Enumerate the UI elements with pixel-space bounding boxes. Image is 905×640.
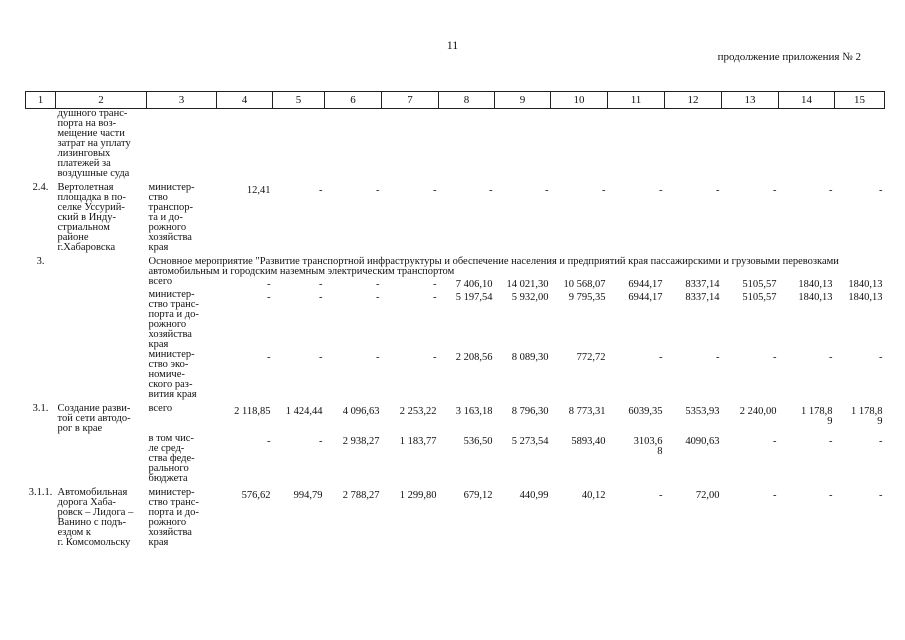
value-cell: 4090,63 xyxy=(685,436,720,447)
value-cell: 1 183,77 xyxy=(399,436,437,447)
value-cell: 8 773,31 xyxy=(568,406,606,417)
value-cell: 8 089,30 xyxy=(511,352,549,363)
value-cell: 3 163,18 xyxy=(455,406,493,417)
column-header: 6 xyxy=(325,92,382,109)
row-number xyxy=(26,434,56,484)
value-cell xyxy=(779,109,835,180)
row-number xyxy=(26,350,56,400)
value-cell xyxy=(439,109,495,180)
value-cell: - xyxy=(879,436,883,447)
value-cell: 6944,17 xyxy=(628,279,663,290)
value-cell: 772,72 xyxy=(576,352,606,363)
value-cell: - xyxy=(489,185,493,196)
row-name: Создание разви- той сети автодо- рог в крае xyxy=(57,403,131,434)
value-cell: - xyxy=(433,279,437,290)
value-cell: 679,12 xyxy=(463,490,493,501)
value-cell: - xyxy=(376,352,380,363)
value-cell: - xyxy=(879,490,883,501)
table-row xyxy=(26,488,885,548)
value-cell: 440,99 xyxy=(519,490,549,501)
table-row xyxy=(26,350,885,400)
table-row xyxy=(26,404,885,434)
value-cell: - xyxy=(773,490,777,501)
value-cell: - xyxy=(879,352,883,363)
column-header: 14 xyxy=(779,92,835,109)
column-header: 4 xyxy=(217,92,273,109)
value-cell: - xyxy=(319,436,323,447)
row-name: Автомобильная дорога Хаба- ровск – Лидога – Ванино с подъ- ездом к г. Комсомольску xyxy=(57,487,134,548)
column-header: 11 xyxy=(608,92,665,109)
row-executor xyxy=(147,109,217,180)
row-executor: министер- ство транс- порта и до- рожного хозяйства края xyxy=(148,289,199,350)
row-name xyxy=(56,277,147,290)
row-number: 3.1.1. xyxy=(28,487,53,498)
row-name xyxy=(56,290,147,350)
value-cell: - xyxy=(659,490,663,501)
value-cell: 1 424,44 xyxy=(285,406,323,417)
row-number: 3. xyxy=(36,256,45,267)
value-cell: - xyxy=(267,352,271,363)
value-cell: - xyxy=(659,352,663,363)
value-cell: 4 096,63 xyxy=(342,406,380,417)
value-cell xyxy=(835,109,885,180)
value-cell: 2 938,27 xyxy=(342,436,380,447)
value-cell xyxy=(551,109,608,180)
value-cell: 1840,13 xyxy=(798,292,833,303)
value-cell: 1840,13 xyxy=(848,292,883,303)
value-cell: - xyxy=(829,185,833,196)
row-name xyxy=(56,257,147,277)
continuation-note: продолжение приложения № 2 xyxy=(717,51,861,63)
value-cell: 9 795,35 xyxy=(568,292,606,303)
value-cell: 1840,13 xyxy=(848,279,883,290)
value-cell xyxy=(382,109,439,180)
table-row xyxy=(26,257,885,277)
value-cell: - xyxy=(773,352,777,363)
value-cell: - xyxy=(376,185,380,196)
value-cell: 5353,93 xyxy=(685,406,720,417)
value-cell: 6944,17 xyxy=(628,292,663,303)
value-cell: 10 568,07 xyxy=(563,279,606,290)
value-cell: 2 208,56 xyxy=(455,352,493,363)
value-cell: 1 178,8 9 xyxy=(801,406,833,427)
row-name xyxy=(56,350,147,400)
value-cell: - xyxy=(319,185,323,196)
column-header: 7 xyxy=(382,92,439,109)
value-cell: - xyxy=(829,490,833,501)
row-name: душного транс- порта на воз- мещение части затрат на уплату лизинговых платежей за воздушные суда xyxy=(57,108,131,179)
value-cell xyxy=(325,109,382,180)
value-cell xyxy=(273,109,325,180)
value-cell: - xyxy=(829,352,833,363)
column-header: 3 xyxy=(147,92,217,109)
header-row xyxy=(26,92,885,109)
column-header: 15 xyxy=(835,92,885,109)
value-cell: 40,12 xyxy=(581,490,606,501)
value-cell: - xyxy=(716,185,720,196)
row-executor: министер- ство транс- порта и до- рожного хозяйства края xyxy=(148,487,199,548)
value-cell: 2 240,00 xyxy=(739,406,777,417)
column-header: 8 xyxy=(439,92,495,109)
column-header: 12 xyxy=(665,92,722,109)
value-cell: - xyxy=(433,352,437,363)
column-header: 9 xyxy=(495,92,551,109)
table-row xyxy=(26,109,885,180)
value-cell: - xyxy=(659,185,663,196)
value-cell: 1840,13 xyxy=(798,279,833,290)
value-cell: 5 273,54 xyxy=(511,436,549,447)
value-cell: - xyxy=(602,185,606,196)
value-cell: - xyxy=(267,292,271,303)
value-cell: 5893,40 xyxy=(571,436,606,447)
program-title: Основное мероприятие "Развитие транспортной инфраструктуры и обеспечение населения и предприятий края пассажирскими и грузовыми перевозками автомобильным и городским наземным электрическим транспортом xyxy=(148,256,839,277)
value-cell: 14 021,30 xyxy=(506,279,549,290)
row-number: 2.4. xyxy=(32,182,49,193)
value-cell: 536,50 xyxy=(463,436,493,447)
value-cell xyxy=(665,109,722,180)
budget-table xyxy=(25,91,885,548)
value-cell: 5 932,00 xyxy=(511,292,549,303)
value-cell: - xyxy=(829,436,833,447)
value-cell: - xyxy=(319,352,323,363)
value-cell: - xyxy=(267,279,271,290)
value-cell: - xyxy=(376,279,380,290)
value-cell: 3103,6 8 xyxy=(633,436,663,457)
value-cell xyxy=(608,109,665,180)
value-cell: 12,41 xyxy=(246,185,271,196)
value-cell: - xyxy=(716,352,720,363)
value-cell: 5105,57 xyxy=(742,292,777,303)
column-header: 5 xyxy=(273,92,325,109)
value-cell: 1 178,8 9 xyxy=(851,406,883,427)
column-header: 2 xyxy=(56,92,147,109)
value-cell xyxy=(217,109,273,180)
value-cell: - xyxy=(773,436,777,447)
page-number: 11 xyxy=(446,38,459,52)
value-cell: - xyxy=(433,185,437,196)
value-cell: 72,00 xyxy=(695,490,720,501)
column-header: 1 xyxy=(26,92,56,109)
value-cell: - xyxy=(376,292,380,303)
value-cell: - xyxy=(319,279,323,290)
value-cell: 7 406,10 xyxy=(455,279,493,290)
value-cell: - xyxy=(267,436,271,447)
value-cell: 5105,57 xyxy=(742,279,777,290)
row-number xyxy=(26,290,56,350)
value-cell: 2 253,22 xyxy=(399,406,437,417)
value-cell: 1 299,80 xyxy=(399,490,437,501)
row-executor: всего xyxy=(148,403,173,414)
row-number xyxy=(26,109,56,180)
value-cell: - xyxy=(773,185,777,196)
row-executor: министер- ство эко- номиче- ского раз- вития края xyxy=(148,349,197,400)
value-cell: 2 118,85 xyxy=(234,406,271,417)
column-header: 10 xyxy=(551,92,608,109)
value-cell: 2 788,27 xyxy=(342,490,380,501)
value-cell: 8 796,30 xyxy=(511,406,549,417)
value-cell: - xyxy=(319,292,323,303)
value-cell xyxy=(722,109,779,180)
table-row xyxy=(26,183,885,253)
row-executor: министер- ство транспор- та и до- рожного хозяйства края xyxy=(148,182,195,253)
value-cell: - xyxy=(879,185,883,196)
row-number xyxy=(26,277,56,290)
value-cell xyxy=(495,109,551,180)
value-cell: 576,62 xyxy=(241,490,271,501)
value-cell: 5 197,54 xyxy=(455,292,493,303)
table-row xyxy=(26,434,885,484)
value-cell: - xyxy=(545,185,549,196)
row-name: Вертолетная площадка в по- селке Уссурий- ский в Инду- стриальном районе г.Хабаровска xyxy=(57,182,126,253)
row-name xyxy=(56,434,147,484)
value-cell: 994,79 xyxy=(293,490,323,501)
row-executor: всего xyxy=(148,276,173,287)
table-row xyxy=(26,290,885,350)
value-cell: 8337,14 xyxy=(685,292,720,303)
row-number: 3.1. xyxy=(32,403,49,414)
value-cell: 6039,35 xyxy=(628,406,663,417)
value-cell: - xyxy=(433,292,437,303)
column-header: 13 xyxy=(722,92,779,109)
row-executor: в том чис- ле сред- ства феде- рального бюджета xyxy=(148,433,195,484)
value-cell: 8337,14 xyxy=(685,279,720,290)
